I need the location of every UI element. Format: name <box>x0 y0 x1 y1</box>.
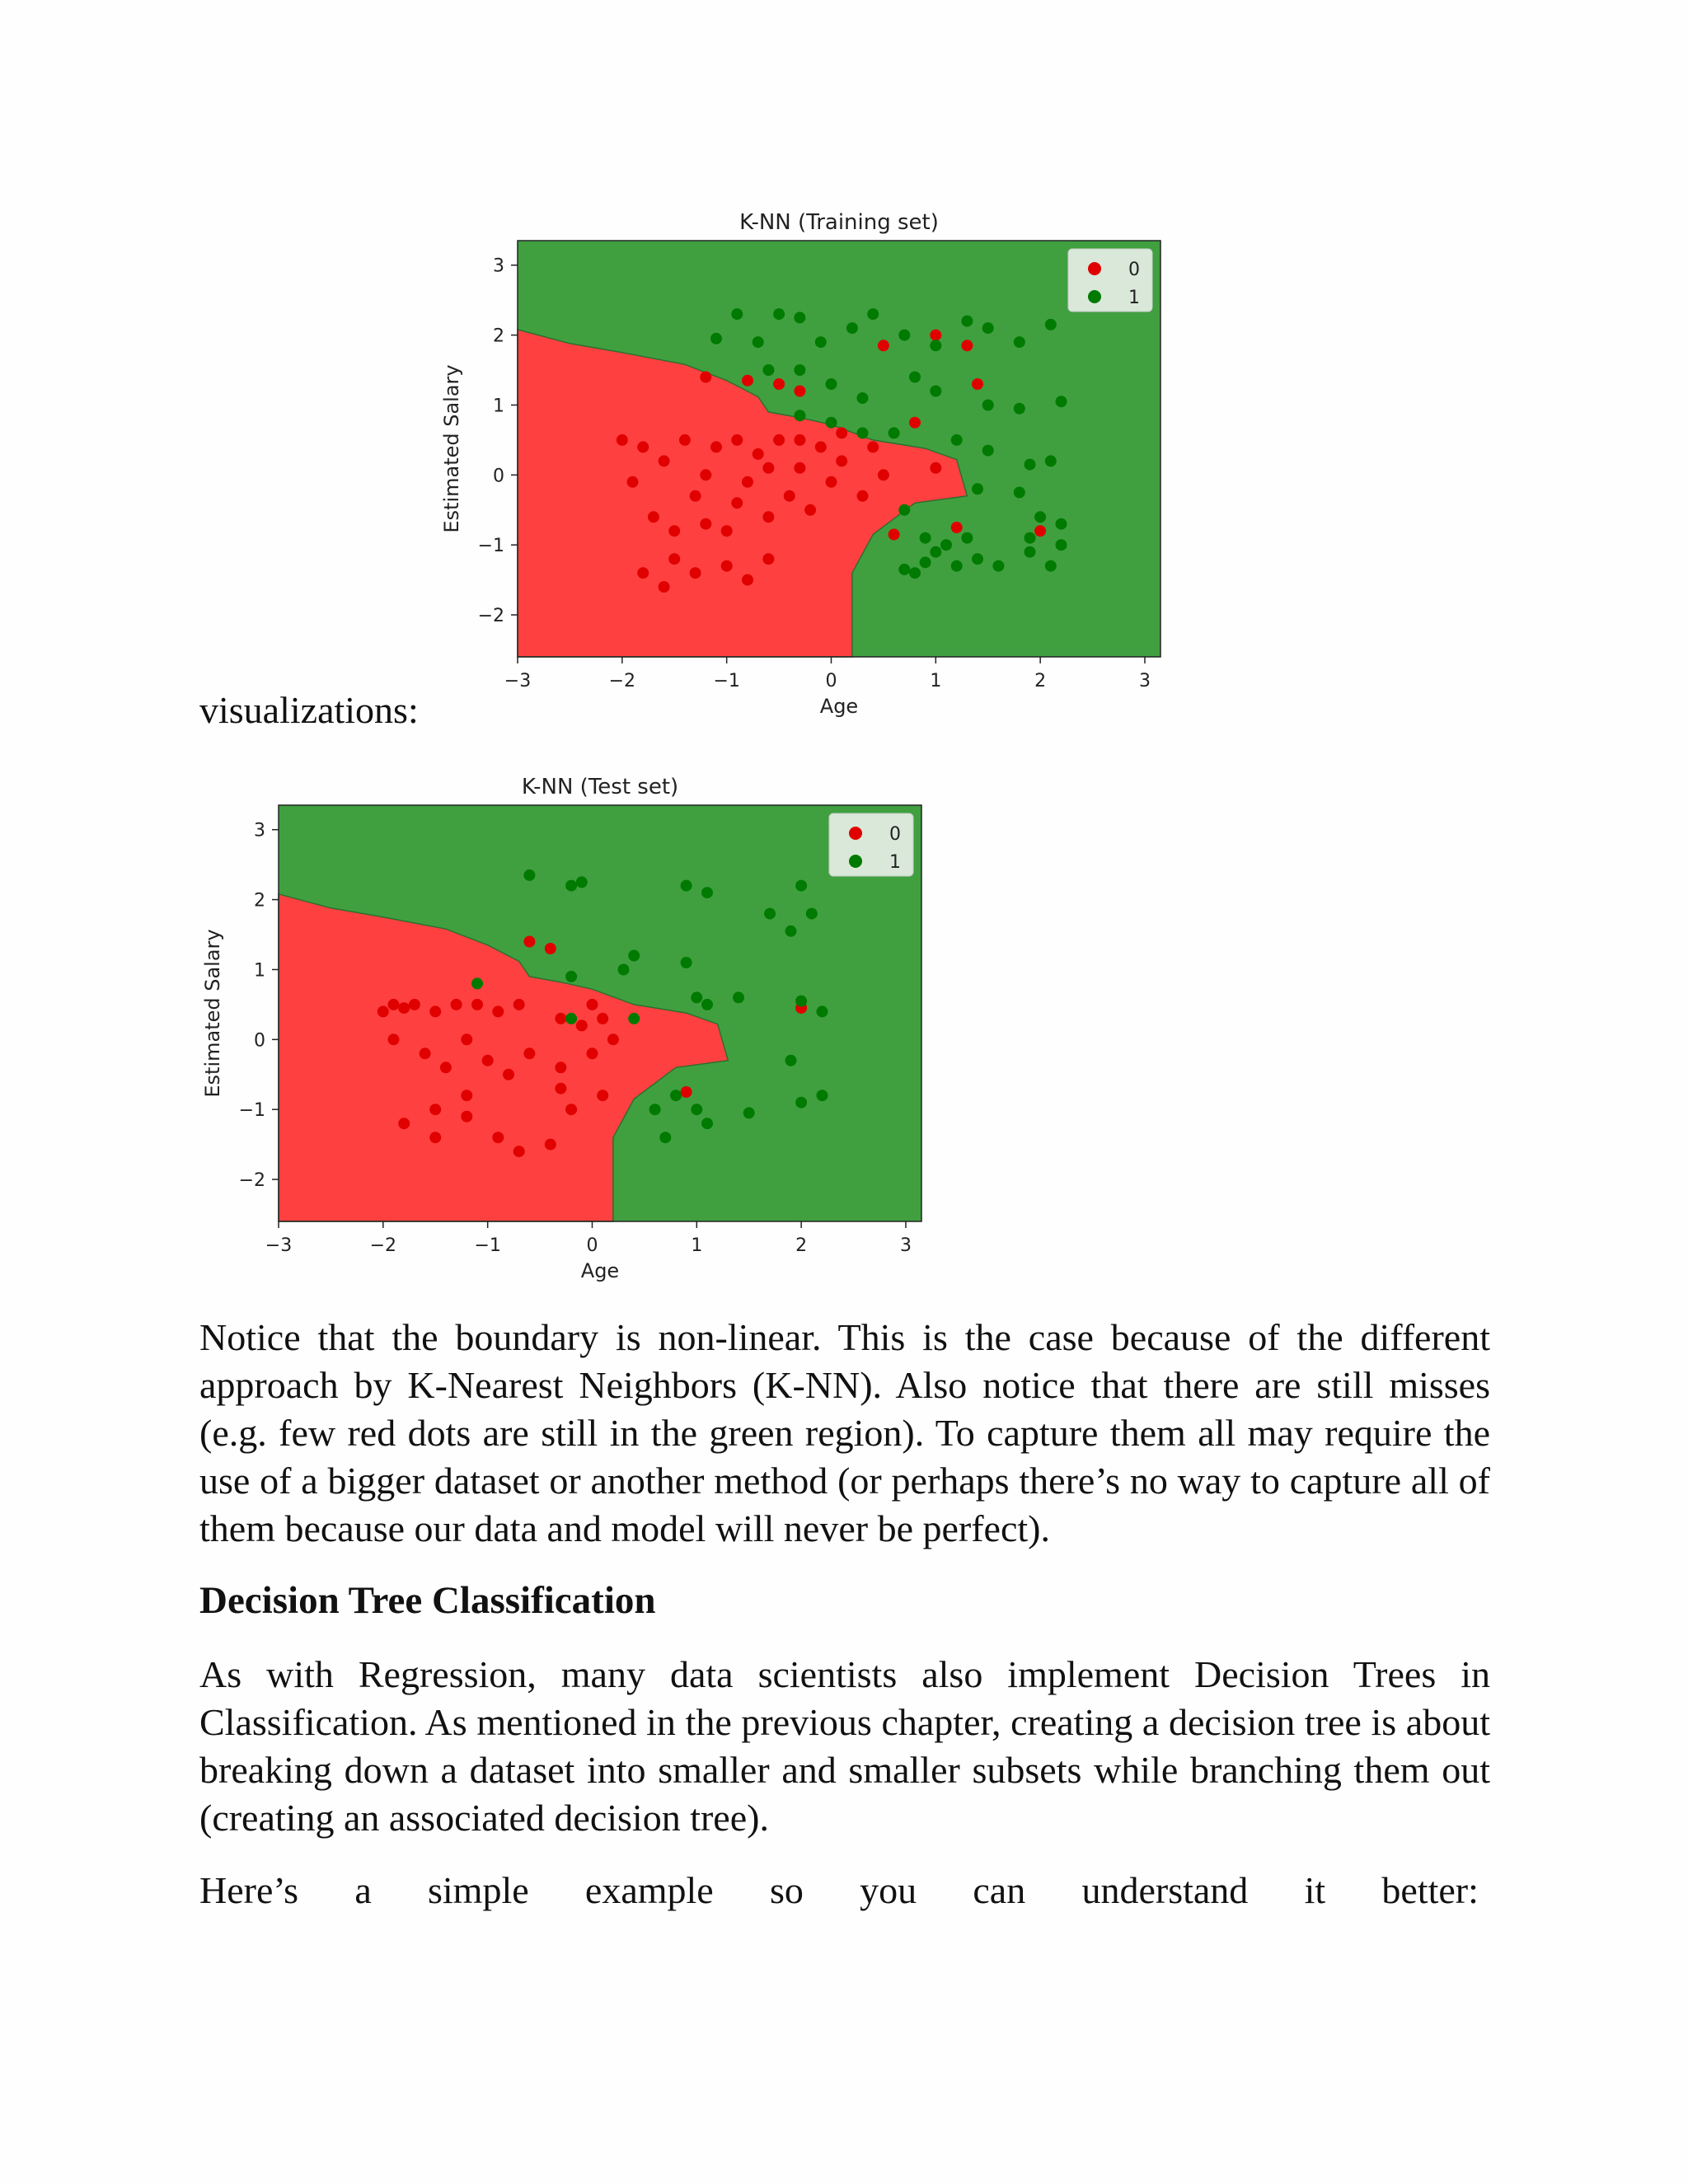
class-1-point <box>565 880 577 892</box>
class-1-point <box>930 386 941 397</box>
class-1-point <box>670 1090 682 1101</box>
y-tick-label: 1 <box>493 396 504 417</box>
paragraph-decision-tree: As with Regression, many data scientists also implement Decision Trees in Classification. As mentioned in the previous chapter, creating a decision tree is about breaking down a dataset into smaller and smaller subsets while branching them out (creating an associated decision tree). <box>199 1653 1490 1839</box>
class-1-point <box>733 991 744 1003</box>
class-0-point <box>461 1111 472 1122</box>
class-0-point <box>555 1062 566 1073</box>
class-1-point <box>794 410 805 421</box>
class-0-point <box>857 490 869 502</box>
class-0-point <box>377 1005 389 1017</box>
legend-label: 0 <box>1128 260 1140 280</box>
class-0-point <box>762 553 774 565</box>
x-tick-label: 0 <box>825 671 837 691</box>
class-0-point <box>587 999 598 1010</box>
class-0-point <box>429 1104 441 1115</box>
y-tick-label: −2 <box>477 606 504 627</box>
class-1-point <box>992 560 1004 572</box>
class-1-point <box>1025 459 1036 471</box>
class-1-point <box>576 876 588 888</box>
class-0-point <box>972 378 983 390</box>
class-1-point <box>826 417 837 429</box>
class-0-point <box>826 476 837 488</box>
class-0-point <box>700 469 711 480</box>
class-1-point <box>691 1104 702 1115</box>
class-1-point <box>982 322 994 334</box>
class-0-point <box>878 469 889 480</box>
class-1-point <box>681 880 692 892</box>
class-0-point <box>700 372 711 383</box>
class-1-point <box>940 539 952 551</box>
class-0-point <box>659 455 670 466</box>
class-0-point <box>513 999 525 1010</box>
class-1-point <box>795 996 807 1007</box>
training-set-chart <box>412 198 1187 725</box>
legend-marker-1 <box>849 855 862 868</box>
legend-label: 1 <box>1128 288 1140 308</box>
example-intro-word: can <box>973 1869 1026 1911</box>
class-0-point <box>523 936 535 948</box>
lead-text: visualizations: <box>199 689 419 731</box>
class-1-point <box>857 392 869 404</box>
class-0-point <box>878 340 889 351</box>
class-0-point <box>731 497 743 509</box>
class-0-point <box>753 448 764 460</box>
class-0-point <box>409 999 420 1010</box>
class-0-point <box>545 1139 556 1151</box>
class-1-point <box>731 308 743 320</box>
class-1-point <box>982 445 994 457</box>
class-0-point <box>637 567 649 579</box>
class-0-point <box>617 434 628 446</box>
class-0-point <box>930 330 941 341</box>
class-1-point <box>794 364 805 376</box>
class-0-point <box>513 1146 525 1157</box>
y-tick-label: 2 <box>493 326 504 347</box>
class-1-point <box>795 1097 807 1108</box>
class-1-point <box>773 308 785 320</box>
class-0-point <box>420 1047 431 1059</box>
class-0-point <box>762 462 774 474</box>
class-1-point <box>1045 319 1057 330</box>
legend-label: 0 <box>889 824 901 845</box>
x-tick-label: 2 <box>1034 671 1047 691</box>
class-0-point <box>889 529 900 541</box>
class-1-point <box>815 336 827 348</box>
class-0-point <box>867 441 879 452</box>
x-tick-label: 2 <box>795 1235 808 1256</box>
legend-marker-0 <box>849 827 862 840</box>
legend <box>1068 249 1152 312</box>
class-1-point <box>826 378 837 390</box>
class-1-point <box>785 926 797 937</box>
class-0-point <box>721 560 733 572</box>
class-0-point <box>429 1132 441 1143</box>
class-0-point <box>1034 525 1046 537</box>
class-1-point <box>1025 546 1036 558</box>
class-1-point <box>618 964 630 976</box>
class-1-point <box>701 1118 713 1129</box>
class-0-point <box>471 999 483 1010</box>
example-intro-word: Here’s <box>199 1869 299 1911</box>
class-1-point <box>898 504 910 516</box>
class-1-point <box>743 1107 755 1118</box>
class-1-point <box>867 308 879 320</box>
class-1-point <box>1014 336 1025 348</box>
y-axis-label: Estimated Salary <box>201 929 224 1098</box>
training-set-chart-svg <box>412 198 1187 725</box>
legend-marker-1 <box>1088 290 1101 303</box>
class-0-point <box>398 1002 410 1014</box>
class-1-point <box>701 999 713 1010</box>
class-0-point <box>398 1118 410 1129</box>
class-1-point <box>565 1013 577 1024</box>
class-1-point <box>795 880 807 892</box>
class-0-point <box>565 1104 577 1115</box>
class-0-point <box>784 490 795 502</box>
class-0-point <box>836 427 847 438</box>
chart-title: K-NN (Training set) <box>739 210 939 235</box>
class-1-point <box>649 1104 661 1115</box>
x-tick-label: −3 <box>265 1235 293 1256</box>
class-1-point <box>920 532 931 544</box>
class-1-point <box>1014 403 1025 415</box>
class-1-point <box>982 400 994 411</box>
class-0-point <box>762 511 774 523</box>
class-0-point <box>951 522 963 533</box>
class-1-point <box>909 567 921 579</box>
paragraph-example-intro <box>199 1867 1479 1915</box>
y-axis-label: Estimated Salary <box>440 364 463 533</box>
x-tick-label: −2 <box>608 671 636 691</box>
class-1-point <box>898 564 910 575</box>
class-0-point <box>482 1055 494 1066</box>
class-1-point <box>1056 518 1067 530</box>
class-1-point <box>659 1132 671 1143</box>
y-tick-label: 0 <box>254 1030 265 1052</box>
example-intro-word: understand <box>1081 1869 1249 1911</box>
class-1-point <box>794 312 805 323</box>
class-1-point <box>1056 539 1067 551</box>
example-intro-word: example <box>584 1869 714 1911</box>
class-0-point <box>909 417 921 429</box>
class-1-point <box>1045 560 1057 572</box>
class-0-point <box>492 1132 504 1143</box>
x-tick-label: 3 <box>1138 671 1151 691</box>
class-0-point <box>804 504 816 516</box>
x-tick-label: 0 <box>586 1235 598 1256</box>
test-set-chart <box>173 762 948 1290</box>
class-1-point <box>681 957 692 968</box>
example-intro-word: simple <box>427 1869 529 1911</box>
class-1-point <box>785 1055 797 1066</box>
class-0-point <box>451 999 462 1010</box>
legend-marker-0 <box>1088 262 1101 275</box>
class-0-point <box>555 1083 566 1094</box>
class-0-point <box>597 1013 608 1024</box>
class-0-point <box>461 1090 472 1101</box>
class-0-point <box>668 553 680 565</box>
class-1-point <box>701 887 713 898</box>
class-0-point <box>523 1047 535 1059</box>
class-1-point <box>920 556 931 568</box>
class-0-point <box>668 525 680 537</box>
class-0-point <box>461 1033 472 1045</box>
x-axis-label: Age <box>580 1259 620 1282</box>
y-tick-label: −1 <box>477 536 504 557</box>
example-intro-word: a <box>354 1869 372 1911</box>
class-1-point <box>951 434 963 446</box>
class-1-point <box>930 546 941 558</box>
class-0-point <box>607 1033 619 1045</box>
class-0-point <box>721 525 733 537</box>
class-0-point <box>794 386 805 397</box>
class-1-point <box>762 364 774 376</box>
legend-label: 1 <box>889 852 901 873</box>
class-1-point <box>753 336 764 348</box>
class-1-point <box>628 1013 640 1024</box>
class-1-point <box>710 333 722 344</box>
x-tick-label: −3 <box>504 671 532 691</box>
class-1-point <box>972 483 983 494</box>
class-0-point <box>773 378 785 390</box>
class-0-point <box>681 1086 692 1098</box>
class-1-point <box>951 560 963 572</box>
y-tick-label: −1 <box>238 1100 265 1122</box>
class-1-point <box>523 869 535 881</box>
class-0-point <box>794 434 805 446</box>
class-1-point <box>972 553 983 565</box>
class-1-point <box>1034 511 1046 523</box>
class-1-point <box>691 991 702 1003</box>
class-0-point <box>773 434 785 446</box>
class-0-point <box>815 441 827 452</box>
class-0-point <box>700 518 711 530</box>
class-1-point <box>909 372 921 383</box>
class-0-point <box>930 462 941 474</box>
class-1-point <box>1025 532 1036 544</box>
class-0-point <box>710 441 722 452</box>
class-0-point <box>429 1005 441 1017</box>
class-0-point <box>742 375 753 387</box>
class-1-point <box>889 427 900 438</box>
example-intro-word: so <box>769 1869 804 1911</box>
class-1-point <box>930 340 941 351</box>
class-1-point <box>471 977 483 989</box>
class-0-point <box>961 340 973 351</box>
class-0-point <box>587 1047 598 1059</box>
class-1-point <box>565 971 577 982</box>
x-axis-label: Age <box>819 695 859 718</box>
class-1-point <box>806 908 818 920</box>
legend <box>829 813 913 876</box>
class-0-point <box>648 511 659 523</box>
example-intro-word: you <box>860 1869 917 1911</box>
class-1-point <box>817 1090 828 1101</box>
class-0-point <box>742 574 753 586</box>
class-1-point <box>1056 396 1067 407</box>
class-0-point <box>794 462 805 474</box>
class-1-point <box>961 316 973 327</box>
class-0-point <box>690 567 701 579</box>
class-0-point <box>545 943 556 954</box>
class-0-point <box>836 455 847 466</box>
test-set-chart-svg <box>173 762 948 1290</box>
class-1-point <box>846 322 858 334</box>
class-0-point <box>742 476 753 488</box>
class-0-point <box>576 1019 588 1031</box>
example-intro-word: better: <box>1381 1869 1479 1911</box>
class-0-point <box>597 1090 608 1101</box>
y-tick-label: 1 <box>254 960 265 982</box>
class-0-point <box>659 581 670 593</box>
section-heading: Decision Tree Classification <box>199 1579 656 1622</box>
class-0-point <box>637 441 649 452</box>
class-1-point <box>1014 487 1025 499</box>
class-0-point <box>503 1069 514 1080</box>
class-0-point <box>555 1013 566 1024</box>
class-1-point <box>628 950 640 962</box>
chart-title: K-NN (Test set) <box>521 775 679 799</box>
class-1-point <box>961 532 973 544</box>
y-tick-label: 2 <box>254 890 265 912</box>
y-tick-label: −2 <box>238 1170 265 1192</box>
class-1-point <box>898 330 910 341</box>
class-0-point <box>388 999 400 1010</box>
class-0-point <box>440 1062 452 1073</box>
class-1-point <box>1045 455 1057 466</box>
y-tick-label: 0 <box>493 466 504 487</box>
x-tick-label: −2 <box>369 1235 397 1256</box>
x-tick-label: −1 <box>713 671 740 691</box>
x-tick-label: 1 <box>930 671 942 691</box>
paragraph-boundary-note: Notice that the boundary is non-linear. This is the case because of the different approach by K-Nearest Neighbors (K-NN). Also notice that there are still misses (e.g. few red dots are still in the green region). To capture them all may require the use of a bigger dataset or another method (or perhaps there’s no way to capture all of them because our data and model will never be perfect). <box>199 1316 1490 1549</box>
class-1-point <box>857 427 869 438</box>
class-0-point <box>731 434 743 446</box>
class-0-point <box>492 1005 504 1017</box>
class-0-point <box>627 476 639 488</box>
class-1-point <box>817 1005 828 1017</box>
class-0-point <box>679 434 691 446</box>
x-tick-label: −1 <box>474 1235 501 1256</box>
class-1-point <box>764 908 776 920</box>
y-tick-label: 3 <box>254 820 265 841</box>
x-tick-label: 1 <box>691 1235 703 1256</box>
y-tick-label: 3 <box>493 255 504 277</box>
class-0-point <box>388 1033 400 1045</box>
x-tick-label: 3 <box>899 1235 912 1256</box>
example-intro-word: it <box>1304 1869 1326 1911</box>
class-0-point <box>690 490 701 502</box>
